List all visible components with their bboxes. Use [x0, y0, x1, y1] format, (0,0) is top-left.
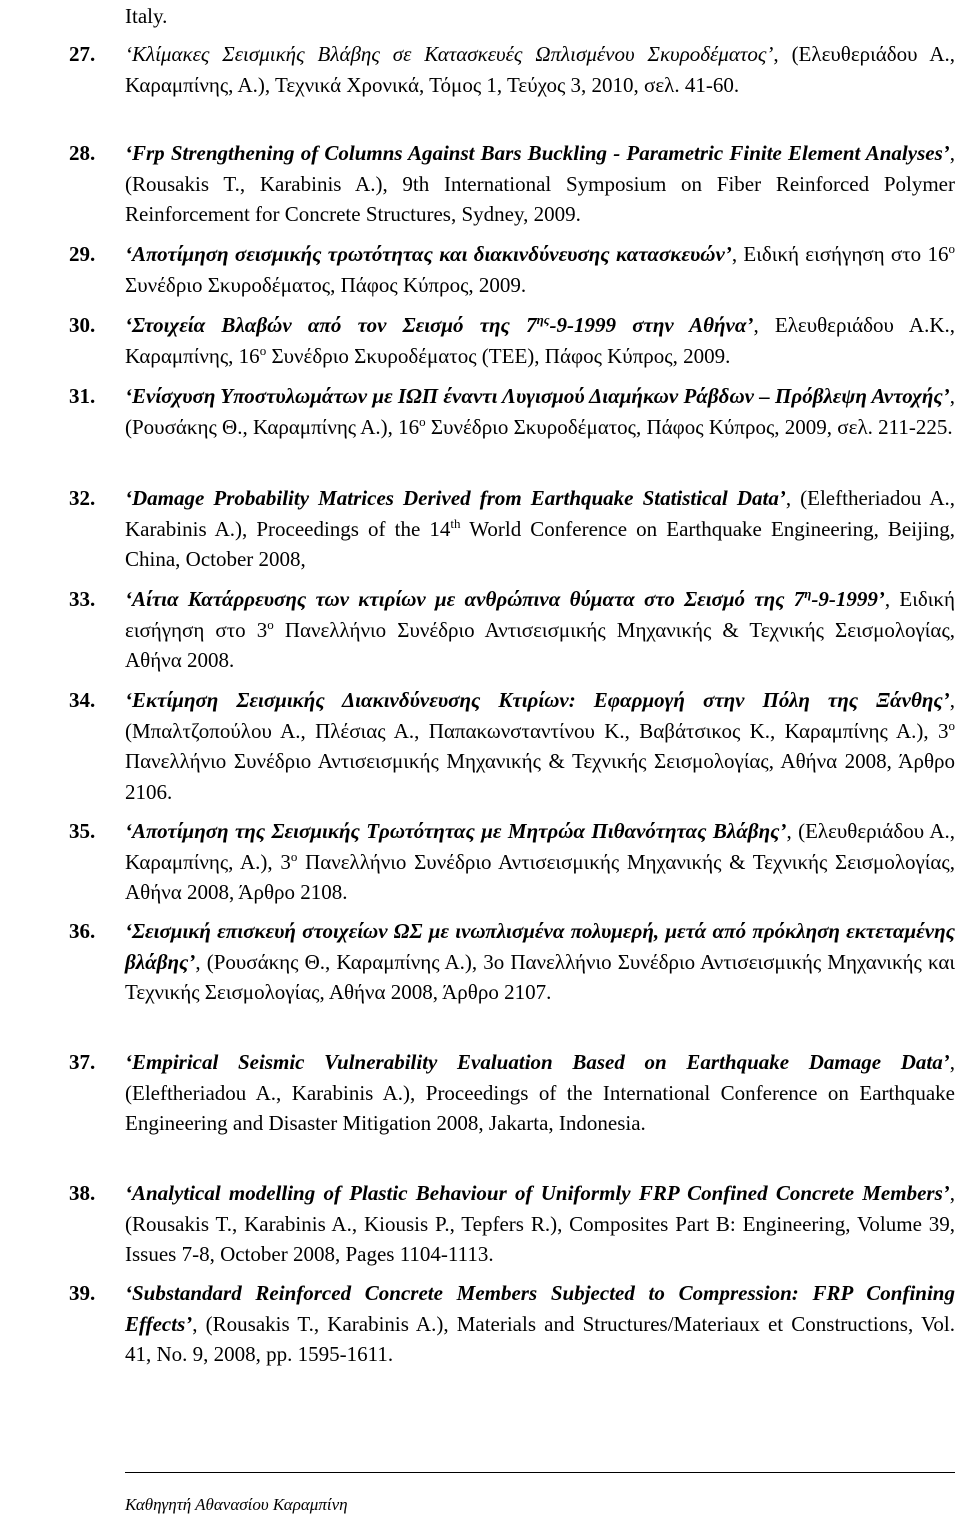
reference-item: [69, 310, 955, 371]
reference-number: 28.: [69, 141, 96, 165]
reference-details-cont: Συνέδριο Σκυροδέματος, Πάφος Κύπρος, 2009, σελ. 211-225.: [425, 414, 953, 439]
reference-title: ‘Στοιχεία Βλαβών από τον Σεισμό της 7: [125, 313, 537, 337]
reference-title: ‘Damage Probability Matrices Derived from Earthquake Statistical Data’: [125, 486, 786, 510]
reference-item: [69, 584, 955, 676]
ordinal-superscript: th: [450, 515, 461, 531]
reference-number: 37.: [69, 1050, 96, 1074]
reference-details-cont: Πανελλήνιο Συνέδριο Αντισεισμικής Μηχανικής & Τεχνικής Σεισμολογίας, Αθήνα 2008.: [125, 617, 956, 672]
reference-number: 35.: [69, 819, 96, 843]
reference-title: ‘Κλίμακες Σεισμικής Βλάβης σε Κατασκευές Ωπλισμένου Σκυροδέματος’: [125, 42, 774, 66]
reference-details: , (Eleftheriadou A., Karabinis A.), Proceedings of the International Conference on Earthquake Engineering and Disaster Mitigation 2008, Jakarta, Indonesia.: [125, 1050, 955, 1135]
reference-details-cont: Συνέδριο Σκυροδέματος (ΤΕΕ), Πάφος Κύπρος, 2009.: [266, 343, 731, 368]
reference-title: ‘Αποτίμηση της Σεισμικής Τρωτότητας με Μητρώα Πιθανότητας Βλάβης’: [125, 819, 787, 843]
reference-title: ‘Frp Strengthening of Columns Against Bars Buckling - Parametric Finite Element Analyses’: [125, 141, 950, 165]
reference-details-cont: Πανελλήνιο Συνέδριο Αντισεισμικής Μηχανικής & Τεχνικής Σεισμολογίας, Αθήνα 2008, Άρθρο 2108.: [125, 849, 955, 904]
reference-details: , (Ελευθεριάδου Α., Καραμπίνης, Α.), Τεχνικά Χρονικά, Τόμος 1, Τεύχος 3, 2010, σελ. 41-60.: [125, 42, 955, 97]
reference-item: [69, 381, 955, 442]
ordinal-superscript: ο: [948, 717, 955, 733]
reference-details: , (Ρουσάκης Θ., Καραμπίνης Α.), 16: [125, 384, 955, 439]
page-footer: Καθηγητή Αθανασίου Καραμπίνη: [125, 1495, 348, 1514]
reference-title-cont: -9-1999’: [811, 587, 885, 611]
reference-details: , (Ρουσάκης Θ., Καραμπίνης Α.), 3ο Πανελλήνιο Συνέδριο Αντισεισμικής Μηχανικής και Τεχνικής Σεισμολογίας, Αθήνα 2008, Άρθρο 2107.: [125, 949, 955, 1004]
ordinal-superscript: ο: [290, 848, 298, 864]
reference-item: [69, 685, 955, 807]
reference-details: , (Μπαλτζοπούλου Α., Πλέσιας Α., Παπακωνσταντίνου Κ., Βαβάτσικος Κ., Καραμπίνης Α.), 3: [125, 688, 955, 743]
reference-details: , Ειδική εισήγηση στο 16: [731, 242, 949, 266]
reference-item: [69, 916, 955, 1008]
reference-number: 39.: [69, 1281, 96, 1305]
reference-details: , Ελευθεριάδου Α.Κ., Καραμπίνης, 16: [125, 313, 955, 368]
reference-number: 31.: [69, 384, 96, 408]
reference-number: 27.: [69, 42, 96, 66]
reference-item: [69, 816, 955, 908]
ordinal-superscript: ο: [948, 241, 955, 256]
reference-title: ‘Empirical Seismic Vulnerability Evaluation Based on Earthquake Damage Data’: [125, 1050, 950, 1074]
reference-title-cont: -9-1999 στην Αθήνα’: [549, 313, 754, 337]
reference-details: , (Rousakis T., Karabinis A.), 9th International Symposium on Fiber Reinforced Polymer Reinforcement for Concrete Structures, Sydney, 2009.: [125, 141, 955, 226]
reference-title: ‘Εκτίμηση Σεισμικής Διακινδύνευσης Κτιρίων: Εφαρμογή στην Πόλη της Ξάνθης’: [125, 688, 950, 712]
reference-number: 30.: [69, 313, 96, 337]
reference-details: , Ειδική εισήγηση στο 3: [125, 587, 955, 642]
reference-number: 38.: [69, 1181, 96, 1205]
reference-item: [69, 483, 955, 575]
reference-title: ‘Αποτίμηση σεισμικής τρωτότητας και διακινδύνευσης κατασκευών’: [125, 242, 732, 266]
reference-details: , (Rousakis T., Karabinis A., Kiousis P., Tepfers R.), Composites Part B: Engineering, Volume 39, Issues 7-8, October 2008, Pages 1104-1113.: [125, 1181, 955, 1266]
reference-item: [69, 1047, 955, 1139]
lead-text: Italy.: [125, 4, 168, 28]
reference-number: 36.: [69, 919, 96, 943]
ordinal-superscript: ο: [259, 342, 267, 358]
reference-number: 29.: [69, 242, 96, 266]
reference-details-cont: Πανελλήνιο Συνέδριο Αντισεισμικής Μηχανικής & Τεχνικής Σεισμολογίας, Αθήνα 2008, Άρθρο 2106.: [125, 749, 955, 804]
reference-title: ‘Αίτια Κατάρρευσης των κτιρίων με ανθρώπινα θύματα στο Σεισμό της 7: [125, 587, 805, 611]
reference-title: ‘Σεισμική επισκευή στοιχείων ΩΣ με ινωπλισμένα πολυμερή, μετά από πρόκληση εκτεταμένης βλάβης’: [125, 919, 955, 974]
ordinal-superscript: ο: [267, 616, 274, 632]
reference-title: ‘Ενίσχυση Υποστυλωμάτων με ΙΩΠ έναντι Λυγισμού Διαμήκων Ράβδων – Πρόβλεψη Αντοχής’: [125, 384, 950, 408]
reference-number: 32.: [69, 486, 96, 510]
ordinal-superscript: ο: [419, 413, 426, 429]
reference-title: ‘Substandard Reinforced Concrete Members Subjected to Compression: FRP Confining Effects’: [125, 1281, 955, 1336]
reference-title: ‘Analytical modelling of Plastic Behaviour of Uniformly FRP Confined Concrete Members’: [125, 1181, 950, 1205]
reference-details: , (Eleftheriadou A., Karabinis A.), Proceedings of the 14: [125, 486, 955, 541]
reference-item: [69, 138, 955, 230]
title-superscript: ης: [536, 312, 550, 327]
reference-details-cont: Συνέδριο Σκυροδέματος, Πάφος Κύπρος, 2009.: [125, 272, 527, 297]
reference-item: [69, 1178, 955, 1270]
reference-item: [69, 1278, 955, 1370]
reference-details: , (Rousakis T., Karabinis A.), Materials and Structures/Materiaux et Constructions, Vol. 41, No. 9, 2008, pp. 1595-1611.: [125, 1311, 955, 1366]
footer-divider: [125, 1472, 955, 1473]
reference-item: [69, 39, 955, 100]
reference-number: 34.: [69, 688, 96, 712]
reference-details-cont: World Conference on Earthquake Engineering, Beijing, China, October 2008,: [125, 516, 955, 571]
reference-item: [69, 239, 955, 300]
reference-details: , (Ελευθεριάδου Α., Καραμπίνης, Α.), 3: [125, 819, 955, 874]
reference-number: 33.: [69, 587, 96, 611]
title-superscript: η: [804, 586, 812, 601]
